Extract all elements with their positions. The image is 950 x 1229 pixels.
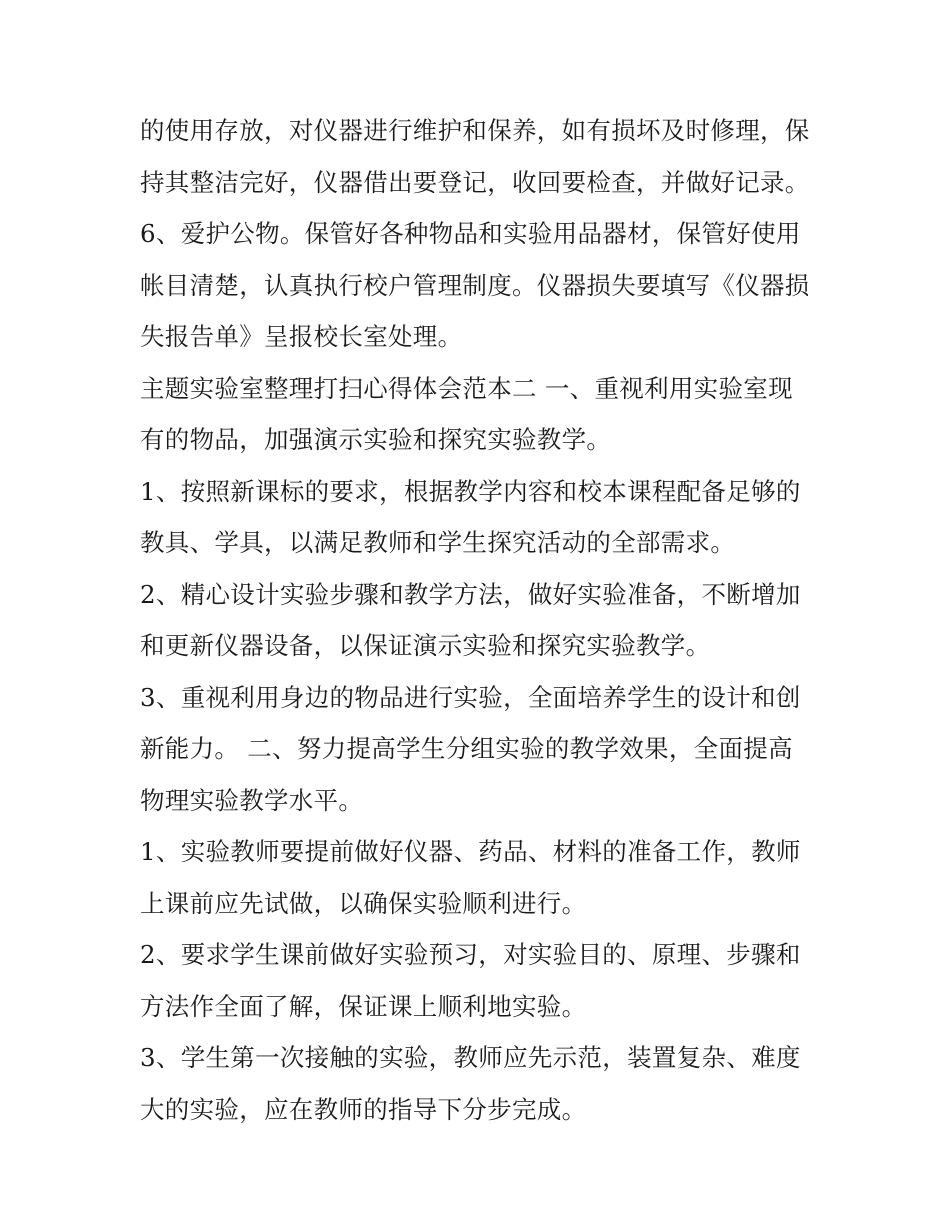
text-line: 6、爱护公物。保管好各种物品和实验用品器材，保管好使用 xyxy=(140,219,801,248)
text-line: 1、按照新课标的要求，根据教学内容和校本课程配备足够的 xyxy=(140,476,801,506)
text-line: 失报告单》呈报校长室处理。 xyxy=(140,322,463,351)
text-line: 方法作全面了解，保证课上顺利地实验。 xyxy=(140,991,587,1021)
text-line: 3、学生第一次接触的实验，教师应先示范，装置复杂、难度 xyxy=(140,1043,801,1072)
text-line: 帐目清楚，认真执行校户管理制度。仪器损失要填写《仪器损 xyxy=(140,270,810,300)
text-line: 2、要求学生课前做好实验预习，对实验目的、原理、步骤和 xyxy=(140,940,801,969)
text-line: 2、精心设计实验步骤和教学方法，做好实验准备，不断增加 xyxy=(140,579,801,609)
text-line: 持其整洁完好，仪器借出要登记，收回要检查，并做好记录。 xyxy=(140,167,810,197)
text-line: 3、重视利用身边的物品进行实验，全面培养学生的设计和创 xyxy=(140,682,801,712)
text-line: 新能力。 二、努力提高学生分组实验的教学效果，全面提高 xyxy=(140,734,793,763)
text-line: 的使用存放，对仪器进行维护和保养，如有损坏及时修理，保 xyxy=(140,116,810,145)
text-line: 1、实验教师要提前做好仪器、药品、材料的准备工作，教师 xyxy=(140,837,801,866)
text-line: 教具、学具，以满足教师和学生探究活动的全部需求。 xyxy=(140,528,736,557)
section-heading-line: 主题实验室整理打扫心得体会范本二 一、重视利用实验室现 xyxy=(140,373,793,403)
text-line: 上课前应先试做，以确保实验顺利进行。 xyxy=(140,888,587,918)
text-line: 有的物品，加强演示实验和探究实验教学。 xyxy=(140,425,612,454)
text-line: 物理实验教学水平。 xyxy=(140,785,364,815)
text-line: 大的实验，应在教师的指导下分步完成。 xyxy=(140,1094,587,1124)
document-body xyxy=(140,105,820,1135)
text-line: 和更新仪器设备，以保证演示实验和探究实验教学。 xyxy=(140,631,711,660)
